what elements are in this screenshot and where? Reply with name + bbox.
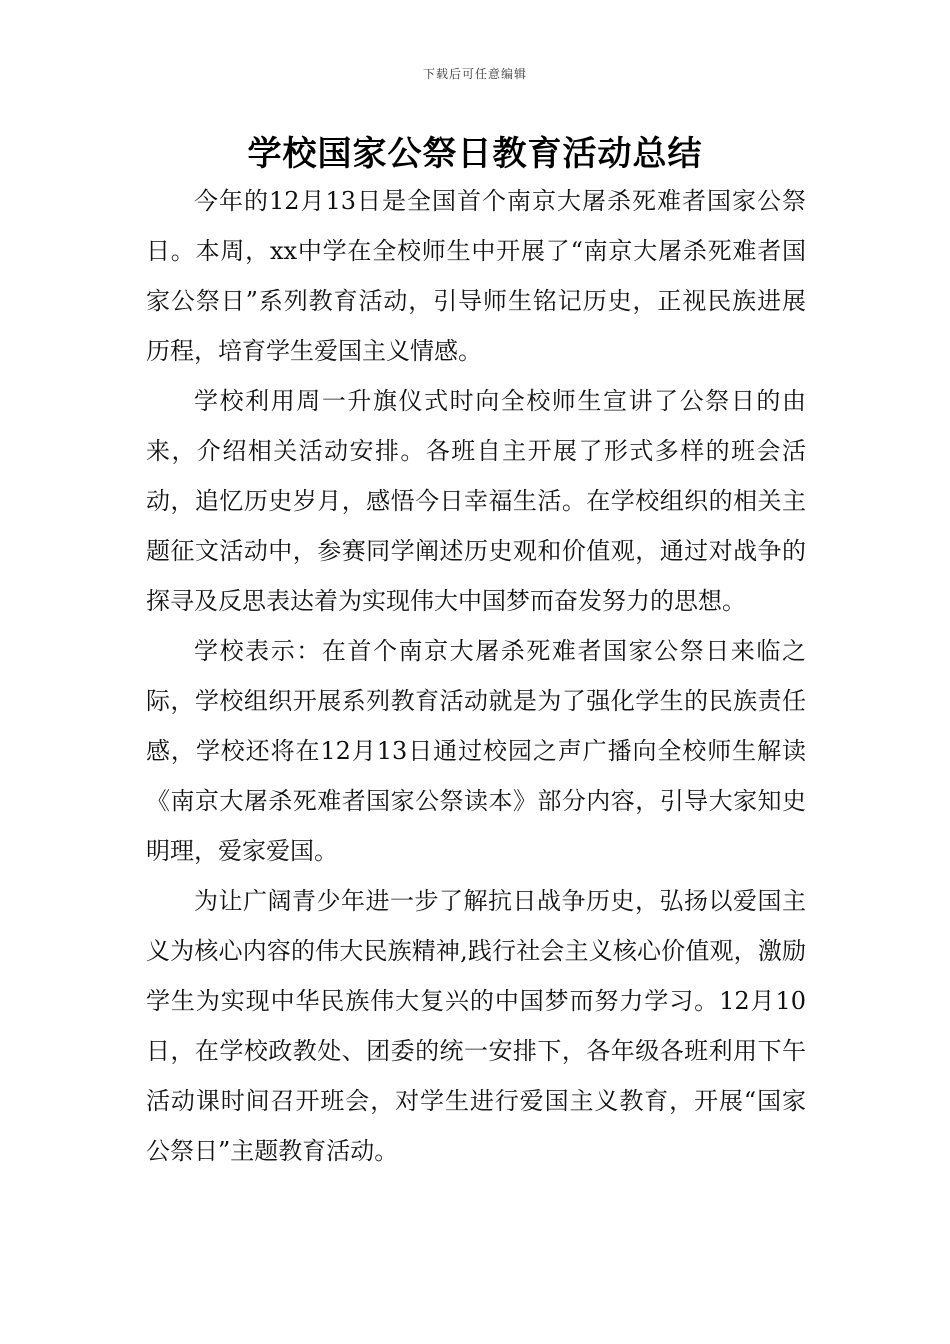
document-title: 学校国家公祭日教育活动总结: [247, 134, 703, 174]
document-body: [146, 176, 806, 1176]
paragraph: 学校利用周一升旗仪式时向全校师生宣讲了公祭日的由来，介绍相关活动安排。各班自主开展了形式多样的班会活动，追忆历史岁月，感悟今日幸福生活。在学校组织的相关主题征文活动中，参赛同学阐述历史观和价值观，通过对战争的探寻及反思表达着为实现伟大中国梦而奋发努力的思想。: [146, 387, 806, 615]
paragraph: 今年的12月13日是全国首个南京大屠杀死难者国家公祭日。本周，xx中学在全校师生中开展了“南京大屠杀死难者国家公祭日”系列教育活动，引导师生铭记历史，正视民族进展历程，培育学生爱国主义情感。: [146, 187, 806, 365]
paragraph: 为让广阔青少年进一步了解抗日战争历史，弘扬以爱国主义为核心内容的伟大民族精神,践行社会主义核心价值观，激励学生为实现中华民族伟大复兴的中国梦而努力学习。12月10日，在学校政教处、团委的统一安排下，各年级各班利用下午活动课时间召开班会，对学生进行爱国主义教育，开展“国家公祭日”主题教育活动。: [146, 887, 806, 1165]
paragraph: 学校表示：在首个南京大屠杀死难者国家公祭日来临之际，学校组织开展系列教育活动就是为了强化学生的民族责任感，学校还将在12月13日通过校园之声广播向全校师生解读《南京大屠杀死难者国家公祭读本》部分内容，引导大家知史明理，爱家爱国。: [146, 637, 806, 865]
header-note: 下载后可任意编辑: [422, 67, 527, 81]
